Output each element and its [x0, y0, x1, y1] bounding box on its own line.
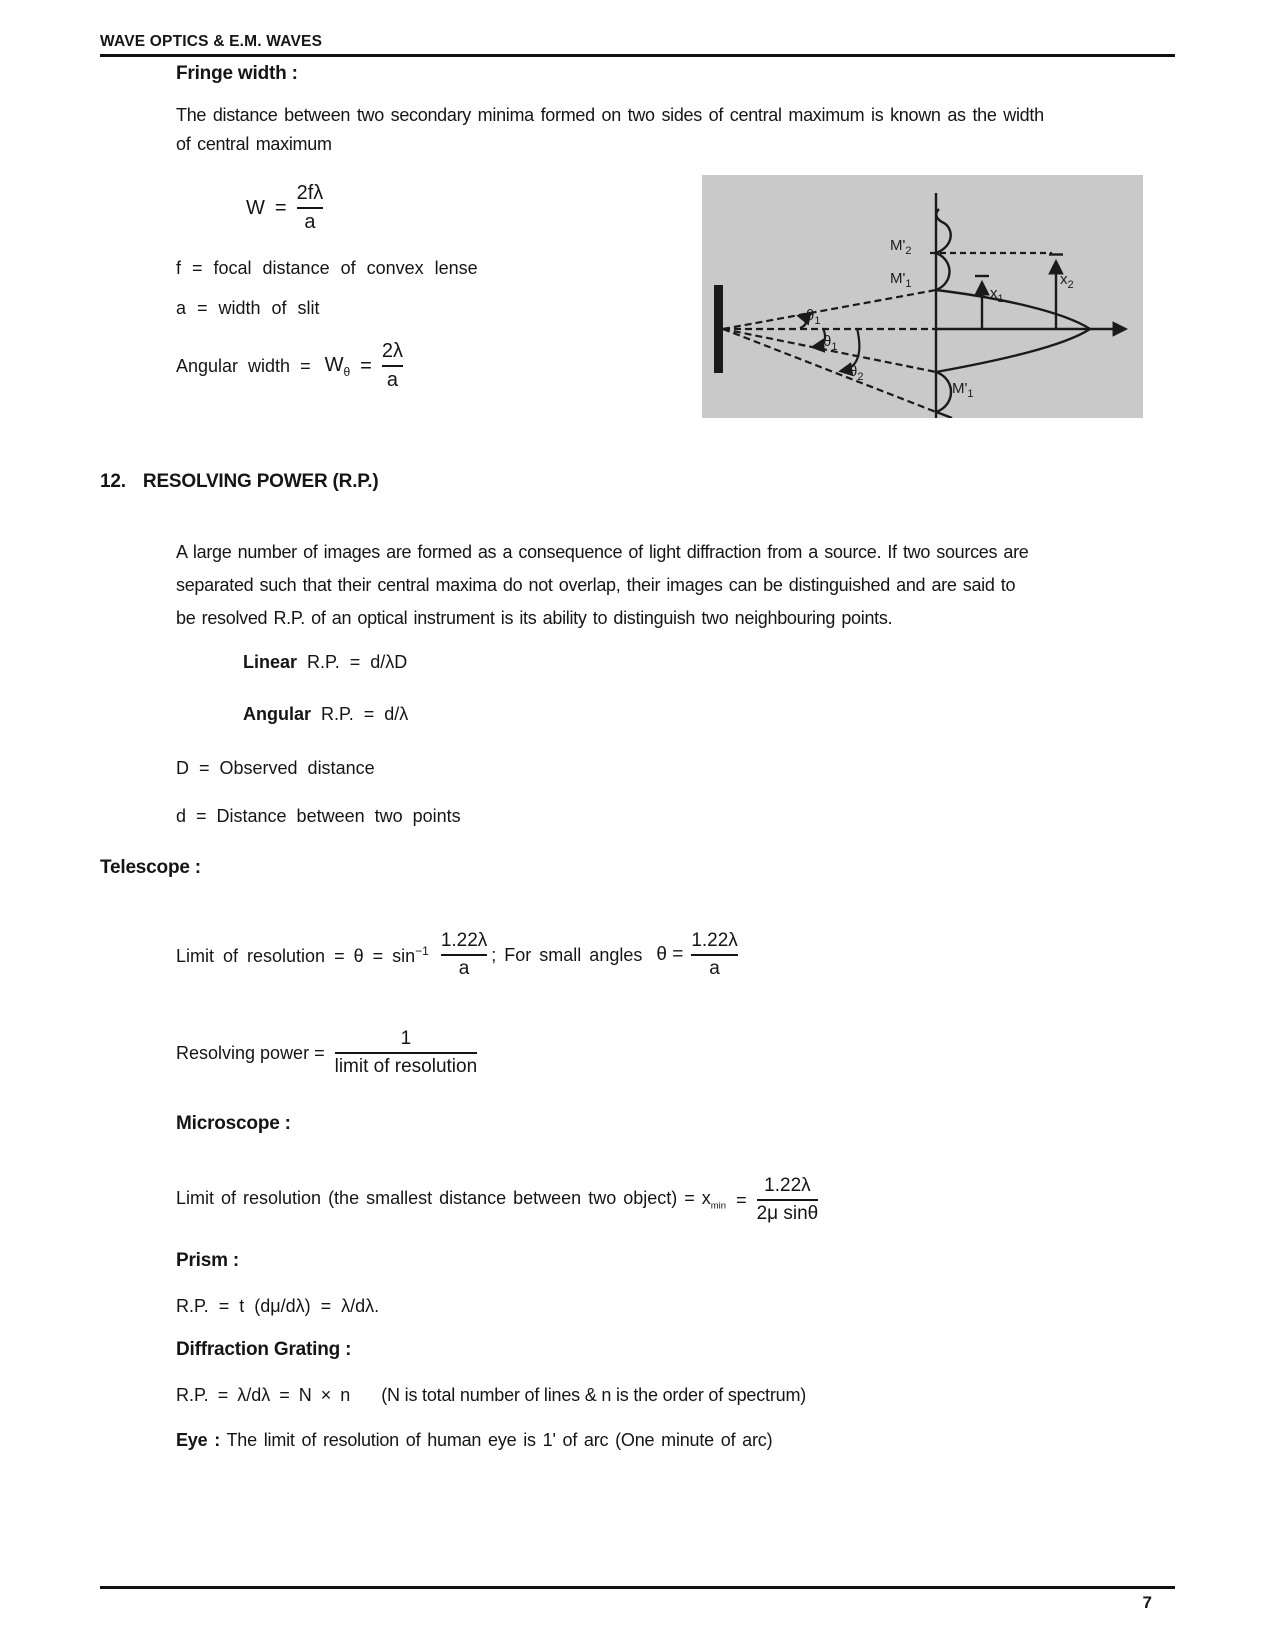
fraction-bar [691, 954, 737, 956]
header-rule [100, 54, 1175, 57]
slit-bar [714, 285, 723, 373]
theta1-lower-label [823, 333, 837, 353]
label-base: θ [806, 307, 815, 324]
secondary-maximum-lobe-above [936, 253, 950, 290]
section-title: RESOLVING POWER (R.P.) [142, 471, 379, 492]
eye-label: Eye : [176, 1430, 221, 1450]
m2-top-label [890, 237, 911, 257]
paragraph-line: separated such that their central maxima do not overlap, their images can be distinguished and are said to [176, 575, 1016, 595]
x2-label [1060, 271, 1074, 291]
angular-label: Angular [243, 704, 312, 724]
fringe-width-formula [246, 180, 323, 236]
label-base: θ [849, 363, 858, 380]
fraction [335, 1028, 478, 1078]
paragraph-line: of central maximum [176, 133, 332, 154]
ray-to-first-minimum-above [723, 290, 936, 329]
label-base: x [990, 285, 998, 302]
paragraph-line: A large number of images are formed as a consequence of light diffraction from a source. If two sources are [176, 542, 1029, 562]
label-sub: 2 [1067, 279, 1074, 291]
fraction [297, 182, 324, 234]
grating-formula-line [176, 1385, 806, 1406]
fringe-paragraph [176, 101, 1136, 158]
fringe-width-heading: Fringe width : [176, 63, 298, 84]
equals-sign: = [360, 354, 372, 377]
w-subscript: θ [343, 364, 351, 379]
angular-formula: R.P. = d/λ [321, 704, 409, 724]
d-definition: d = Distance between two points [176, 806, 461, 826]
secondary-maximum-lobe-below [936, 372, 951, 412]
fraction-bar [757, 1199, 819, 1201]
prism-formula: R.P. = t (dμ/dλ) = λ/dλ. [176, 1296, 380, 1316]
limit-of-resolution-text [176, 1188, 726, 1212]
label-sub: 1 [814, 315, 821, 327]
fraction-bar [335, 1052, 478, 1054]
fraction-bar [382, 365, 403, 367]
resolving-power-formula [176, 1026, 477, 1080]
diffraction-grating-heading: Diffraction Grating : [176, 1339, 352, 1360]
label-base: M' [890, 270, 906, 287]
limit-text: Limit of resolution (the smallest distance between two object) = x [176, 1188, 711, 1209]
a-definition: a = width of slit [176, 298, 320, 318]
fraction [757, 1175, 819, 1225]
limit-of-resolution-text [176, 944, 429, 967]
section-number: 12. [100, 471, 126, 492]
resolving-power-paragraph [176, 536, 1136, 635]
theta-equals: θ = [656, 944, 684, 965]
fraction-bar [441, 954, 487, 956]
linear-formula: R.P. = d/λD [307, 652, 408, 672]
page-header-title: WAVE OPTICS & E.M. WAVES [100, 33, 323, 50]
telescope-limit-formula [176, 926, 738, 984]
fraction-numerator: 2λ [381, 340, 403, 362]
fraction-numerator: 1.22λ [764, 1175, 811, 1196]
label-sub: 1 [967, 388, 974, 400]
fraction-bar [297, 207, 324, 209]
label-base: M' [952, 380, 968, 397]
paragraph-line: The distance between two secondary minima formed on two sides of central maximum is known as the width [176, 105, 1044, 125]
equals-sign: = [736, 1189, 747, 1210]
label-sub: 1 [997, 293, 1004, 305]
limit-text: Limit of resolution = θ = sin [176, 945, 416, 966]
fraction-denominator: a [386, 369, 398, 391]
grating-formula: R.P. = λ/dλ = N × n [176, 1385, 351, 1405]
label-base: x [1060, 271, 1068, 288]
x1-label [990, 285, 1004, 305]
equals-sign: = [274, 196, 287, 219]
label-sub: 1 [831, 341, 838, 353]
central-maximum-lobe [936, 290, 1090, 372]
resolving-power-label: Resolving power = [176, 1042, 325, 1063]
label-base: M' [890, 237, 906, 254]
page-number: 7 [1142, 1593, 1152, 1612]
fraction-denominator: a [458, 958, 470, 979]
label-sub: 1 [905, 278, 912, 290]
sin-inverse-exponent: −1 [415, 943, 429, 958]
microscope-heading: Microscope : [176, 1113, 291, 1134]
prism-heading: Prism : [176, 1250, 240, 1271]
label-sub: 2 [905, 245, 912, 257]
fraction-numerator: 1.22λ [440, 930, 488, 951]
fraction-numerator: 2fλ [296, 182, 324, 204]
fraction-denominator: limit of resolution [334, 1056, 478, 1077]
theta1-upper-label [806, 307, 820, 327]
label-base: θ [823, 333, 832, 350]
linear-label: Linear [243, 652, 298, 672]
theta1-upper-arc-arrow [799, 316, 806, 328]
formula-lhs: W [246, 196, 265, 219]
eye-line [176, 1430, 772, 1451]
fraction-numerator: 1.22λ [691, 930, 738, 951]
footer-rule [100, 1586, 1175, 1589]
fraction [382, 340, 403, 392]
second-lobe-above-partial [936, 209, 951, 253]
fraction-numerator: 1 [400, 1028, 412, 1049]
for-small-angles-text: ; For small angles [491, 944, 643, 965]
fraction-denominator: a [304, 211, 316, 233]
grating-note: (N is total number of lines & n is the order of spectrum) [381, 1385, 807, 1405]
fraction-denominator: 2μ sinθ [756, 1203, 819, 1224]
lower-lobe-tail [936, 412, 952, 418]
angular-width-label: Angular width = [176, 355, 311, 376]
D-definition: D = Observed distance [176, 758, 375, 778]
theta2-label [849, 363, 863, 383]
eye-text: The limit of resolution of human eye is 1' of arc (One minute of arc) [226, 1430, 773, 1450]
fraction [691, 930, 737, 980]
microscope-limit-formula [176, 1172, 818, 1228]
paragraph-line: be resolved R.P. of an optical instrument is its ability to distinguish two neighbouring points. [176, 608, 893, 628]
formula-lhs [325, 354, 351, 379]
label-sub: 2 [857, 371, 864, 383]
x-min-subscript: min [710, 1200, 727, 1212]
f-definition: f = focal distance of convex lense [176, 258, 478, 278]
telescope-heading: Telescope : [100, 857, 201, 878]
fraction [441, 930, 487, 980]
angular-width-formula [176, 338, 403, 394]
section-12-heading [100, 471, 379, 493]
m1-top-label [890, 270, 911, 290]
angular-rp-line [243, 704, 408, 725]
m1-bottom-label [952, 380, 973, 400]
single-slit-diffraction-diagram [702, 175, 1143, 418]
linear-rp-line [243, 652, 407, 673]
diffraction-diagram-drawing [702, 175, 1143, 418]
fraction-denominator: a [709, 958, 720, 979]
w-symbol: W [324, 353, 344, 376]
